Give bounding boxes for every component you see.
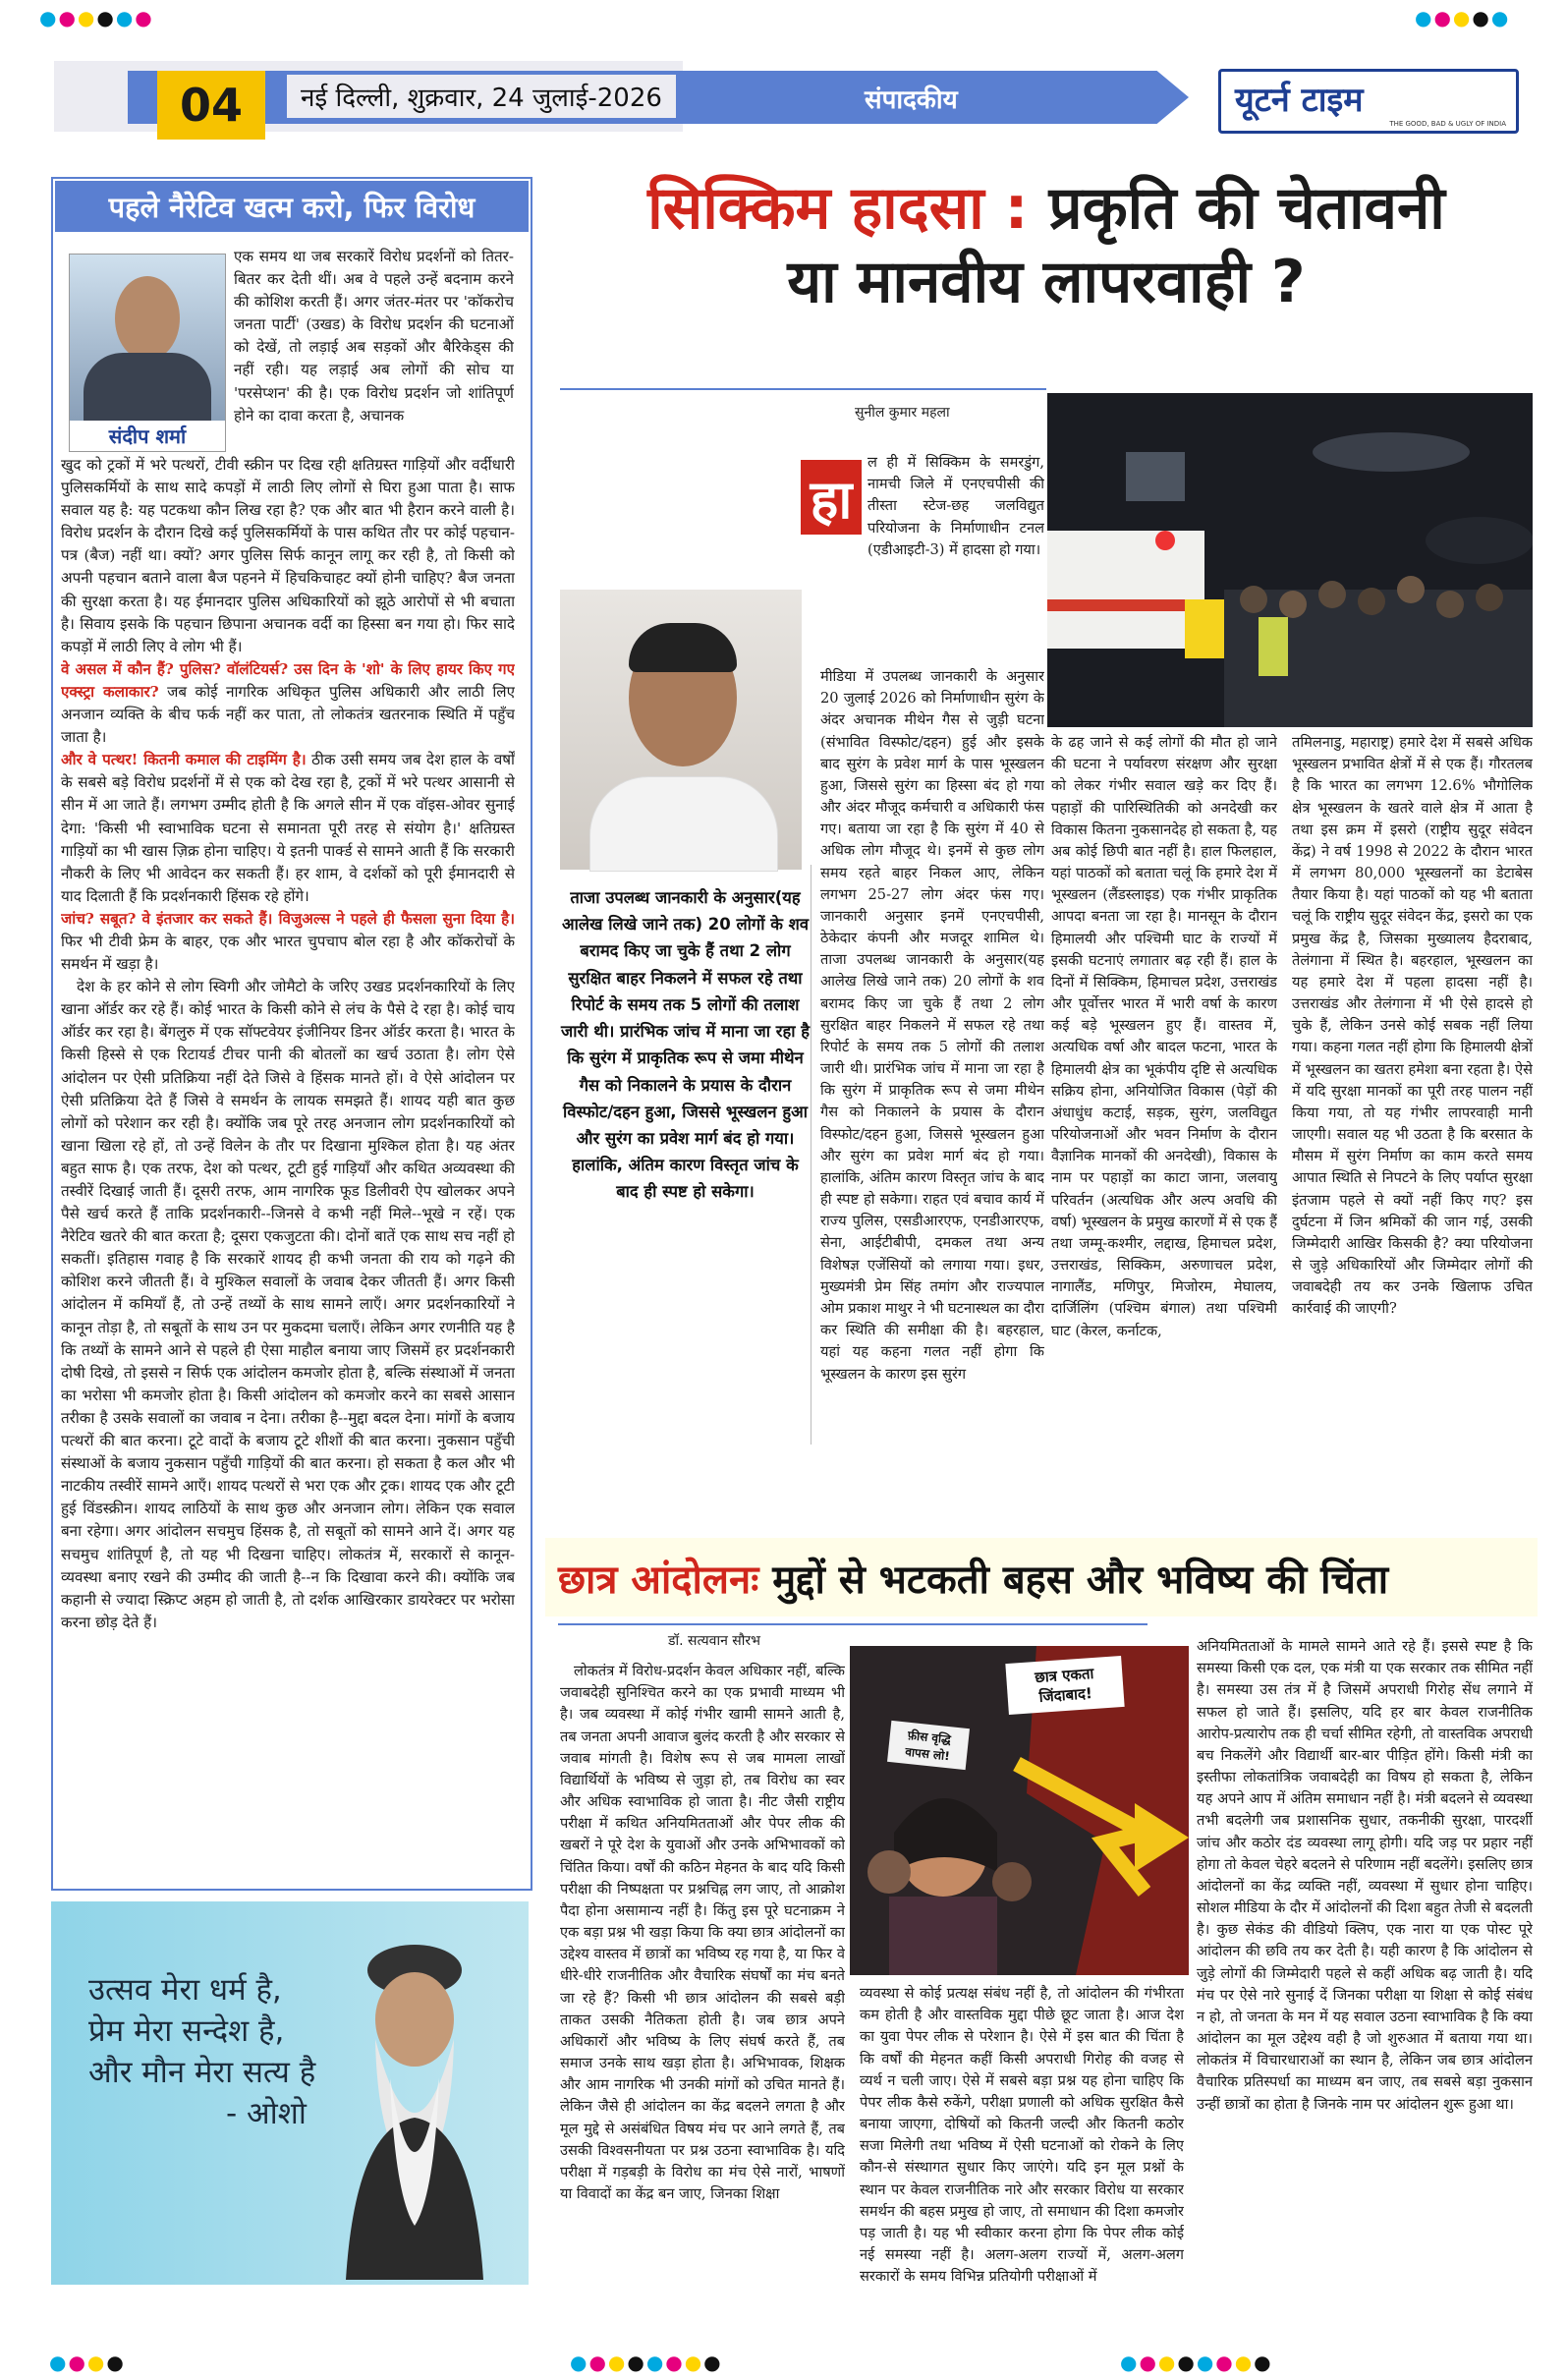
paragraph: जब कोई नागरिक अधिकृत पुलिस अधिकारी और लाठी लिए अनजान व्यक्ति के बीच फर्क नहीं कर पाता, तो लोकतंत्र खतरनाक स्थिति में पहुँच जाता है। xyxy=(61,682,515,747)
placard-1: छात्र एकता जिंदाबाद! xyxy=(1005,1656,1124,1715)
paragraph: देश के हर कोने से लोग स्विगी और जोमैटो के जरिए उखड प्रदर्शनकारियों के लिए खाना ऑर्डर कर रहे हैं। कोई भारत के किसी कोने से लंच के पैसे दे रहा है। कोई चाय ऑर्डर कर रहा है। बेंगलुरु में एक सॉफ्टवेयर इंजीनियर डिनर ऑर्डर करता है। भारत के किसी हिस्से से एक रिटायर्ड टीचर पानी की बोतलों का खर्च उठाता है। लोग ऐसे आंदोलन पर ऐसी प्रतिक्रिया नहीं देते जिसे वे हिंसक मानते हों। वे ऐसे आंदोलन पर ऐसी प्रतिक्रिया देते हैं जिसे वे समर्थन के लायक समझते हैं। शायद यही बात कुछ लोगों को परेशान कर रही है। क्योंकि जब पूरे तरह अनजान लोग प्रदर्शनकारियों को खाना खिला रहे हों, तो उन्हें विलेन के तौर पर दिखाना मुश्किल होता है। यह अंतर बहुत साफ है। एक तरफ, देश को पत्थर, टूटी हुई गाड़ियाँ और कथित अव्यवस्था की तस्वीरें दिखाई जाती हैं। दूसरी तरफ, आम नागरिक फूड डिलीवरी ऐप खोलकर अपने पैसे खर्च करते हैं ताकि प्रदर्शनकारी--जिनसे वे कभी नहीं मिले--भूखे न रहें। एक नैरेटिव खतरे की बात करता है; दूसरा एकजुटता की। दोनों बातें एक साथ सच नहीं हो सकतीं। इतिहास गवाह है कि सरकारें शायद ही कभी जनता की राय को गढ़ने की कोशिश करने जीतती हैं। वे मुश्किल सवालों के जवाब देकर जीतती हैं। अगर किसी आंदोलन में कमियाँ हैं, तो उन्हें तथ्यों के साथ सामने लाएँ। अगर प्रदर्शनकारियों ने कानून तोड़ा है, तो सबूतों के साथ उन पर मुकदमा चलाएँ। लेकिन अगर रणनीति यह है कि तथ्यों के सामने आने से पहले ही ऐसा माहौल बनाया जाए जिसमें हर प्रदर्शनकारी दोषी दिखे, तो इससे न सिर्फ एक आंदोलन कमजोर होता है, बल्कि संस्थाओं में जनता का भरोसा भी कमजोर होता है। किसी आंदोलन को कमजोर करने का सबसे आसान तरीका है उसके सवालों का जवाब न देना। तरीका है--मुद्दा बदल देना। मांगों के बजाय पत्थरों की बात करना। टूटे वादों के बजाय टूटे शीशों की बात करना। नुकसान पहुँची संस्थाओं के बजाय नुकसान पहुँची गाड़ियों की बात करना। हो सकता है कल और भी नाटकीय तस्वीरें सामने आएँ। शायद पत्थरों से भरा एक और ट्रक। शायद एक और टूटी हुई विंडस्क्रीन। शायद लाठियों के साथ कुछ और अनजान लोग। लेकिन एक सवाल बना रहेगा। अगर आंदोलन सचमुच हिंसक है, तो सबूतों को सामने आने दें। अगर यह सचमुच शांतिपूर्ण है, तो यह भी दिखना चाहिए। लोकतंत्र में, सरकारों से कानून-व्यवस्था बनाए रखने की उम्मीद की जाती है--न कि दिखावा करने की। क्योंकि जब कहानी से ज्यादा स्क्रिप्ट अहम हो जाती है, तो दर्शक आखिरकार डायरेक्टर पर भरोसा करना छोड़ देते हैं। xyxy=(61,978,515,1631)
main-headline: सिक्किम हादसा : प्रकृति की चेतावनी या मानवीय लापरवाही ? xyxy=(647,174,1445,316)
protest-photo xyxy=(850,1646,1189,1975)
registration-dots-bottom: ●●●● xyxy=(49,2351,126,2374)
highlight-question: वे असल में कौन हैं? पुलिस? वॉलंटियर्स? उस दिन के 'शो' के लिए हायर किए गए एक्स्ट्रा कलाकार? xyxy=(61,659,515,701)
logo-tagline: THE GOOD, BAD & UGLY OF INDIA xyxy=(1389,120,1506,128)
left-article-intro: एक समय था जब सरकारें विरोध प्रदर्शनों को तितर-बितर कर देती थीं। अब वे पहले उन्हें बदनाम करने की कोशिश करती हैं। अगर जंतर-मंतर पर 'कॉकरोच जनता पार्टी' (उखड) के विरोध प्रदर्शन की घटनाओं को देखें, तो लड़ाई अब सड़कों और बैरिकेड्स की नहीं रही। यह लड़ाई अब लोगों की सोच या 'परसेप्शन' की है। एक विरोध प्रदर्शन जो शांतिपूर्ण होने का दावा करता है, अचानक xyxy=(234,248,514,425)
osho-portrait xyxy=(336,1931,493,2280)
registration-dots-bottom-right: ●●●●●●●● xyxy=(1120,2351,1273,2374)
highlight-question: और वे पत्थर! कितनी कमाल की टाइमिंग है। xyxy=(61,751,307,769)
osho-quote-box xyxy=(51,1901,529,2285)
headline-rule xyxy=(558,1623,1147,1625)
logo-text: यूटर्न टाइम xyxy=(1235,81,1364,120)
pull-quote: ताजा उपलब्ध जानकारी के अनुसार(यह आलेख लिखे जाने तक) 20 लोगों के शव बरामद किए जा चुके हैं तथा 2 लोग सुरक्षित बाहर निकलने में सफल रहे तथा रिपोर्ट के समय तक 5 लोगों की तलाश जारी थी। प्रारंभिक जांच में माना जा रहा है कि सुरंग में प्राकृतिक रूप से जमा मीथेन गैस को निकालने के प्रयास के दौरान विस्फोट/दहन हुआ, जिससे भूस्खलन हुआ और सुरंग का प्रवेश मार्ग बंद हो गया। हालांकि, अंतिम कारण विस्तृत जांच के बाद ही स्पष्ट हो सकेगा। xyxy=(560,888,810,1202)
paragraph: ठीक उसी समय जब देश हाल के वर्षों के सबसे बड़े विरोध प्रदर्शनों में से एक को देख रहा है, ट्रकों में भरे पत्थर आसानी से सीन में आ जाते हैं। लगभग उम्मीद होती है कि अगले सीन में एक वॉइस-ओवर सुनाई देगा: 'किसी भी स्वाभाविक घटना से समानता पूरी तरह से संयोग है।' क्षतिग्रस्त गाड़ियों का भी खास ज़िक्र होना चाहिए। ये इतनी पार्क्‍ड से सामने आती हैं कि सरकारी नौकरी के लिए भी आवेदन कर सकती हैं। हर शाम, वे दर्शकों को पूरी ईमानदारी से याद दिलाती हैं कि प्रदर्शनकारी हिंसक रहे होंगे। xyxy=(61,751,515,905)
paragraph: खुद को ट्रकों में भरे पत्थरों, टीवी स्क्रीन पर दिख रही क्षतिग्रस्त गाड़ियों और वर्दीधारी पुलिसकर्मियों के साथ सादे कपड़ों में लाठी लिए लोगों से घिरा हुआ पाता है। साफ सवाल यह है: यह पटकथा कौन लिख रहा है? एक और बात भी हैरान करने वाली है। विरोध प्रदर्शन के दौरान दिखे कई पुलिसकर्मियों के पास कथित तौर पर कोई पहचान-पत्र (बैज) नहीं था। क्यों? अगर पुलिस सिर्फ कानून लागू कर रही है, तो किसी को अपनी पहचान बताने वाला बैज पहनने में हिचकिचाहट क्यों होनी चाहिए? बैज जनता की सुरक्षा करता है। यह ईमानदार पुलिस अधिकारियों को झूठे आरोपों से भी बचाता है। सिवाय इसके कि पहचान छिपाना अचानक वर्दी का हिस्सा बन गया हो। फिर सादे कपड़ों में लाठी लिए वे लोग भी हैं। xyxy=(61,456,515,655)
rescue-scene-photo xyxy=(1047,393,1533,727)
dropcap: हा xyxy=(801,460,862,535)
registration-dots-top-right: ●●●●● xyxy=(1415,6,1511,29)
main-story-column-1: मीडिया में उपलब्ध जानकारी के अनुसार 20 जुलाई 2026 को निर्माणाधीन सुरंग के अंदर अचानक मीथेन गैस से जुड़ी घटना (संभावित विस्फोट/दहन) हुई और इसके बाद सुरंग के प्रवेश मार्ग के पास भूस्खलन हुआ, जिससे सुरंग का हिस्सा बंद हो गया और अंदर मौजूद कर्मचारी व अधिकारी फंस गए। बताया जा रहा है कि सुरंग में 40 से अधिक लोग मौजूद थे। इनमें से कुछ लोग समय रहते बाहर निकल आए, लेकिन लगभग 25-27 लोग अंदर फंस गए। जानकारी अनुसार इनमें एनएचपीसी, ठेकेदार कंपनी और मजदूर शामिल थे। ताजा उपलब्ध जानकारी के अनुसार(यह आलेख लिखे जाने तक) 20 लोगों के शव बरामद किए जा चुके हैं तथा 2 लोग सुरक्षित बाहर निकलने में सफल रहे तथा रिपोर्ट के समय तक 5 लोगों की तलाश जारी थी। प्रारंभिक जांच में माना जा रहा है कि सुरंग में प्राकृतिक रूप से जमा मीथेन गैस को निकालने के प्रयास के दौरान विस्फोट/दहन हुआ, जिससे भूस्खलन हुआ और सुरंग का प्रवेश मार्ग बंद हो गया। हालांकि, अंतिम कारण विस्तृत जांच के बाद ही स्पष्ट हो सकेगा। राहत एवं बचाव कार्य में राज्य पुलिस, एसडीआरएफ, एनडीआरएफ, सेना, आईटीबीपी, दमकल तथा अन्य विशेषज्ञ एजेंसियों को लगाया गया। इधर, मुख्यमंत्री प्रेम सिंह तमांग और राज्यपाल ओम प्रकाश माथुर ने भी घटनास्थल का दौरा कर स्थिति की समीक्षा की है। बहरहाल, यहां यह कहना गलत नहीं होगा कि भूस्खलन के कारण इस सुरंग xyxy=(820,668,1044,1383)
author-shirt xyxy=(84,353,211,422)
author-name: संदीप शर्मा xyxy=(70,421,225,451)
placard-2: फ़ीस वृद्धि वापस लो! xyxy=(887,1721,970,1770)
dateline: नई दिल्ली, शुक्रवार, 24 जुलाई-2026 xyxy=(287,75,676,118)
osho-quote: उत्सव मेरा धर्म है, प्रेम मेरा सन्देश है, और मौन मेरा सत्य है - ओशो xyxy=(88,1972,316,2131)
headline-rule xyxy=(560,388,1046,390)
author-photo xyxy=(69,254,226,452)
second-story-column-2: व्यवस्था से कोई प्रत्यक्ष संबंध नहीं है, तो आंदोलन की गंभीरता कम होती है और वास्तविक मुद्दा पीछे छूट जाता है। आज देश का युवा पेपर लीक से परेशान है। ऐसे में इस बात की चिंता है कि वर्षों की मेहनत कहीं किसी अपराधी गिरोह की वजह से व्यर्थ न चली जाए। ऐसे में सबसे बड़ा प्रश्न यह होना चाहिए कि पेपर लीक कैसे रुकेंगे, परीक्षा प्रणाली को अधिक सुरक्षित कैसे बनाया जाएगा, दोषियों को कितनी जल्दी और कितनी कठोर सजा मिलेगी तथा भविष्य में ऐसी घटनाओं को रोकने के लिए कौन-से संस्थागत सुधार किए जाएंगे। यदि इन मूल प्रश्नों के स्थान पर केवल राजनीतिक नारे और सरकार विरोध या सरकार समर्थन की बहस प्रमुख हो जाए, तो समाधान की दिशा कमजोर पड़ जाती है। यह भी स्वीकार करना होगा कि पेपर लीक कोई नई समस्या नहीं है। अलग-अलग राज्यों में, अलग-अलग सरकारों के समय विभिन्न प्रतियोगी परीक्षाओं में xyxy=(860,1985,1184,2286)
main-story-column-3: तमिलनाडु, महाराष्ट्र) हमारे देश में सबसे अधिक भूस्खलन प्रभावित क्षेत्रों में से एक हैं। गौरतलब है कि भारत का लगभग 12.6% भौगोलिक क्षेत्र भूस्खलन के खतरे वाले क्षेत्र में आता है तथा इस क्रम में इसरो (राष्ट्रीय सुदूर संवेदन केंद्र) ने वर्ष 1998 से 2022 के दौरान भारत में लगभग 80,000 भूस्खलनों का डेटाबेस तैयार किया है। यहां पाठकों को यह भी बताता चलूं कि राष्ट्रीय सुदूर संवेदन केंद्र, इसरो का एक प्रमुख केंद्र है, जिसका मुख्यालय हैदराबाद, तेलंगाना में स्थित है। बहरहाल, भूस्खलन का यह हमारे देश में पहला हादसा नहीं है। उत्तराखंड और तेलंगाना में भी ऐसे हादसे हो चुके हैं, लेकिन उनसे कोई सबक नहीं लिया गया। कहना गलत नहीं होगा कि हिमालयी क्षेत्रों में भूस्खलन का खतरा हमेशा बना रहता है। ऐसे में यदि सुरक्षा मानकों का पूरी तरह पालन नहीं किया गया, तो यह गंभीर लापरवाही मानी जाएगी। सवाल यह भी उठता है कि बरसात के मौसम में सुरंग निर्माण का काम करते समय आपात स्थिति से निपटने के लिए पर्याप्त सुरक्षा इंतजाम पहले से क्यों नहीं किए गए? इस दुर्घटना में जिन श्रमिकों की जान गई, उसकी जिम्मेदारी आखिर किसकी है? क्या परियोजना से जुड़े अधिकारियों और जिम्मेदार लोगों की जवाबदेही तय कर उनके खिलाफ उचित कार्रवाई की जाएगी? xyxy=(1292,734,1533,1318)
main-story-column-2: के ढह जाने से कई लोगों की मौत हो जाने की घटना ने पर्यावरण संरक्षण और सुरक्षा को लेकर गंभीर सवाल खड़े कर दिए हैं। पहाड़ों की पारिस्थितिकी को अनदेखी कर विकास कितना नुकसानदेह हो सकता है, यह अब कोई छिपी बात नहीं है। हाल फिलहाल, यहां पाठकों को बताता चलूं कि हमारे देश में भूस्खलन (लैंडस्लाइड) एक गंभीर प्राकृतिक आपदा बनता जा रहा है। मानसून के दौरान हिमालयी और पश्चिमी घाट के राज्यों में इसकी घटनाएं लगातार बढ़ रही हैं। हाल के दिनों में सिक्किम, हिमाचल प्रदेश, उत्तराखंड और पूर्वोत्तर भारत में भारी वर्षा के कारण कई बड़े भूस्खलन हुए हैं। वास्तव में, अत्यधिक वर्षा और बादल फटना, भारत के हिमालयी क्षेत्र का भूकंपीय दृष्टि से अत्यधिक सक्रिय होना, अनियोजित विकास (पेड़ों की अंधाधुंध कटाई, सड़क, सुरंग, जलविद्युत परियोजनाओं और भवन निर्माण के दौरान वैज्ञानिक मानकों की अनदेखी), विकास के नाम पर पहाड़ों का काटा जाना, जलवायु परिवर्तन (अत्यधिक और अल्प अवधि की वर्षा) भूस्खलन के प्रमुख कारणों में से एक हैं तथा जम्मू-कश्मीर, लद्दाख, हिमाचल प्रदेश, उत्तराखंड, सिक्किम, अरुणाचल प्रदेश, नागालैंड, मणिपुर, मिजोरम, मेघालय, दार्जिलिंग (पश्चिम बंगाल) तथा पश्चिमी घाट (केरल, कर्नाटक, xyxy=(1051,734,1277,1339)
author-face xyxy=(115,276,180,361)
author-shirt xyxy=(589,776,778,872)
registration-dots-top: ●●●●●● xyxy=(39,6,154,29)
author-hair xyxy=(629,623,737,672)
paragraph: फिर भी टीवी फ्रेम के बाहर, एक और भारत चुपचाप बोल रहा है और कॉकरोचों के समर्थन में खड़ा है। xyxy=(61,932,515,974)
byline: सुनील कुमार महला xyxy=(855,405,950,421)
section-title: संपादकीय xyxy=(865,85,958,115)
byline: डॉ. सत्यवान सौरभ xyxy=(668,1633,760,1649)
registration-dots-bottom-mid: ●●●●●●●● xyxy=(570,2351,723,2374)
left-article-headline: पहले नैरेटिव खत्म करो, फिर विरोध xyxy=(55,181,529,232)
second-story-column-1: लोकतंत्र में विरोध-प्रदर्शन केवल अधिकार नहीं, बल्कि जवाबदेही सुनिश्चित करने का एक प्रभावी माध्यम भी है। जब व्यवस्था में कोई गंभीर खामी सामने आती है, तब जनता अपनी आवाज बुलंद करती है और सरकार से जवाब मांगती है। विशेष रूप से जब मामला लाखों विद्यार्थियों के भविष्य से जुड़ा हो, तब विरोध का स्वर और अधिक स्वाभाविक हो जाता है। नीट जैसी राष्ट्रीय परीक्षा में कथित अनियमितताओं और पेपर लीक की खबरों ने पूरे देश के युवाओं और उनके अभिभावकों को चिंतित किया। वर्षों की कठिन मेहनत के बाद यदि किसी परीक्षा की निष्पक्षता पर प्रश्नचिह्न लग जाए, तो आक्रोश पैदा होना असामान्य नहीं है। किंतु इस पूरे घटनाक्रम ने एक बड़ा प्रश्न भी खड़ा किया कि क्या छात्र आंदोलनों का उद्देश्य वास्तव में छात्रों का भविष्य रह गया है, या फिर वे धीरे-धीरे राजनीतिक और वैचारिक संघर्षों का मंच बनते जा रहे हैं? किसी भी छात्र आंदोलन की सबसे बड़ी ताकत उसकी नैतिकता होती है। जब छात्र अपने अधिकारों और भविष्य के लिए संघर्ष करते हैं, तब समाज उनके साथ खड़ा होता है। अभिभावक, शिक्षक और आम नागरिक भी उनकी मांगों को उचित मानते हैं। लेकिन जैसे ही आंदोलन का केंद्र बदलने लगता है और मूल मुद्दे से असंबंधित विषय मंच पर आने लगते हैं, तब उसकी विश्वसनीयता पर प्रश्न उठना स्वाभाविक है। यदि परीक्षा में गड़बड़ी के विरोध का मंच ऐसे नारों, भाषणों या विवादों का केंद्र बन जाए, जिनका शिक्षा xyxy=(560,1663,845,2203)
author-photo-main xyxy=(560,590,802,870)
page-number: 04 xyxy=(157,71,265,140)
second-story-column-3: अनियमितताओं के मामले सामने आते रहे हैं। इससे स्पष्ट है कि समस्या किसी एक दल, एक मंत्री या एक सरकार तक सीमित नहीं है। समस्या उस तंत्र में है जिसमें अपराधी गिरोह सेंध लगाने में सफल हो जाते हैं। इसलिए, यदि हर बार केवल राजनीतिक आरोप-प्रत्यारोप तक ही चर्चा सीमित रहेगी, तो वास्तविक अपराधी बच निकलेंगे और विद्यार्थी बार-बार पीड़ित होंगे। किसी मंत्री का इस्तीफा लोकतांत्रिक जवाबदेही का विषय हो सकता है, लेकिन यह अपने आप में अंतिम समाधान नहीं है। मंत्री बदलने से व्यवस्था तभी बदलेगी जब प्रशासनिक सुधार, तकनीकी सुरक्षा, पारदर्शी जांच और कठोर दंड व्यवस्था लागू होगी। यदि जड़ पर प्रहार नहीं होगा तो केवल चेहरे बदलने से परिणाम नहीं बदलेंगे। इसलिए छात्र आंदोलनों का केंद्र व्यक्ति नहीं, व्यवस्था में सुधार होना चाहिए। सोशल मीडिया के दौर में आंदोलनों की दिशा बहुत तेजी से बदलती है। कुछ सेकंड की वीडियो क्लिप, एक नारा या एक पोस्ट पूरे आंदोलन की छवि तय कर देती है। यही कारण है कि आंदोलन से जुड़े लोगों की जिम्मेदारी पहले से कहीं अधिक बढ़ जाती है। यदि मंच पर ऐसे नारे सुनाई दें जिनका परीक्षा या शिक्षा से कोई संबंध न हो, तो जनता के मन में यह सवाल उठना स्वाभाविक है कि क्या आंदोलन का मूल उद्देश्य वही है जो शुरुआत में बताया गया था। लोकतंत्र में विचारधाराओं का स्थान है, लेकिन जब छात्र आंदोलन वैचारिक प्रतिस्पर्धा का माध्यम बन जाए, तब सबसे बड़ा नुकसान उन्हीं छात्रों का होता है जिनके नाम पर आंदोलन शुरू हुआ था। xyxy=(1197,1638,1533,2113)
highlight-question: जांच? सबूत? वे इंतजार कर सकते हैं। विजुअल्स ने पहले ही फैसला सुना दिया है। xyxy=(61,909,515,928)
left-article-body xyxy=(61,454,515,1879)
main-story-intro: ल ही में सिक्किम के समरडुंग, नामची जिले में एनएचपीसी की तीस्ता स्टेज-छह जलविद्युत परियोजना के निर्माणाधीन टनल (एडीआइटी-3) में हादसा हो गया। xyxy=(867,454,1044,558)
newspaper-logo[interactable] xyxy=(1218,69,1519,134)
second-headline: छात्र आंदोलनः मुद्दों से भटकती बहस और भविष्य की चिंता xyxy=(558,1558,1389,1603)
